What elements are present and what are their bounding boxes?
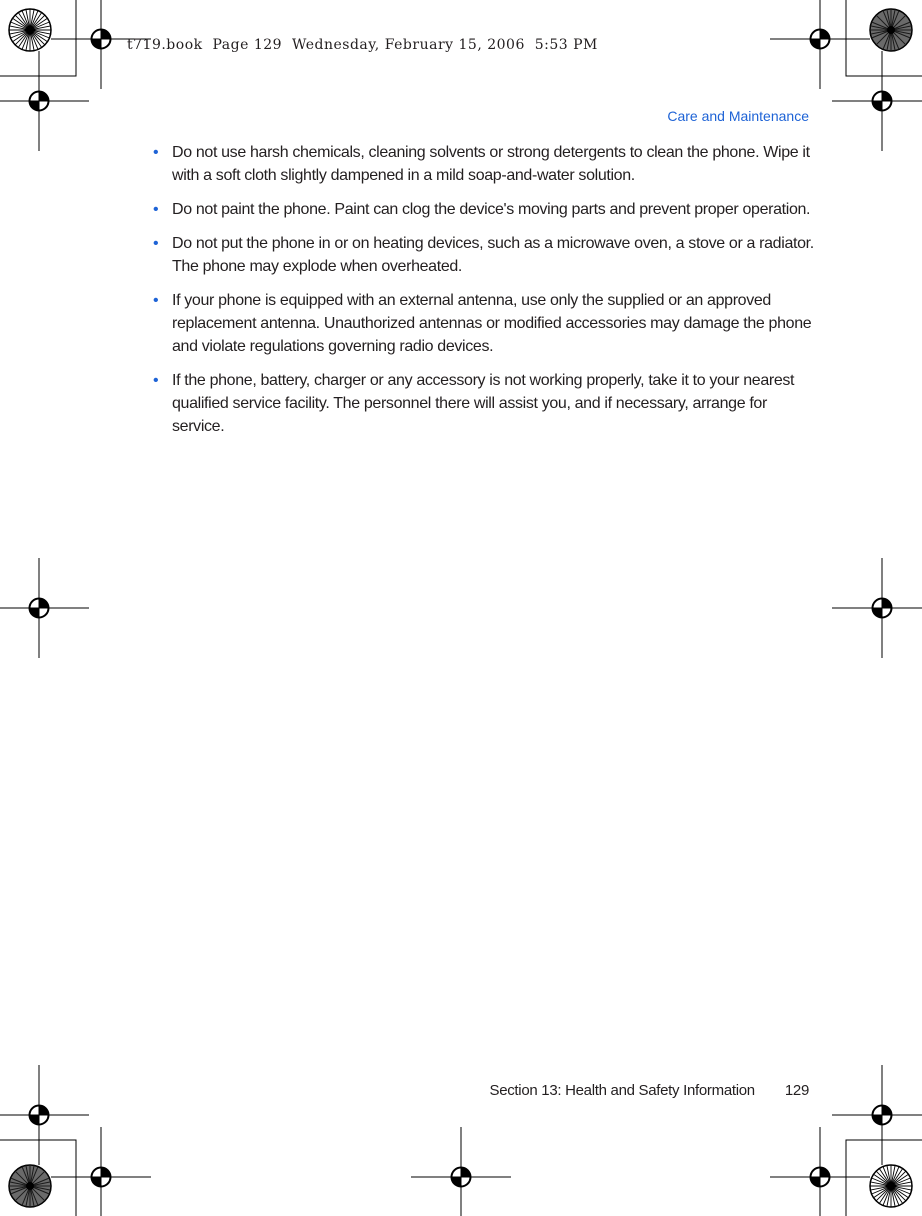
- registration-mark-icon: [0, 558, 89, 658]
- print-slug: t719.book Page 129 Wednesday, February 15, 2006 5:53 PM: [127, 37, 598, 53]
- footer-section-title: Section 13: Health and Safety Information: [489, 1082, 755, 1099]
- running-head: Care and Maintenance: [667, 108, 809, 124]
- bullet-text: If your phone is equipped with an external antenna, use only the supplied or an approved replacement antenna. Unauthorized antennas or modified accessories may damage the phone and violate regulations governing radio devices.: [172, 292, 812, 355]
- registration-mark-icon: [411, 1127, 511, 1216]
- star-target-icon: [9, 1165, 51, 1207]
- page-footer: [489, 1082, 809, 1099]
- bullet-icon: •: [153, 201, 159, 218]
- bullet-text: Do not paint the phone. Paint can clog the device's moving parts and prevent proper operation.: [172, 201, 811, 218]
- list-item: [150, 198, 815, 221]
- list-item: [150, 232, 815, 278]
- bullet-text: Do not use harsh chemicals, cleaning solvents or strong detergents to clean the phone. Wipe it with a soft cloth slightly dampened in a mild soap-and-water solution.: [172, 144, 810, 184]
- registration-mark-icon: [832, 558, 922, 658]
- bullet-text: Do not put the phone in or on heating devices, such as a microwave oven, a stove or a radiator. The phone may explode when overheated.: [172, 235, 814, 275]
- bullet-icon: •: [153, 235, 159, 252]
- page-number: 129: [784, 1082, 809, 1099]
- star-target-icon: [9, 9, 51, 51]
- list-item: [150, 369, 815, 438]
- star-target-icon: [870, 9, 912, 51]
- bullet-text: If the phone, battery, charger or any accessory is not working properly, take it to your nearest qualified service facility. The personnel there will assist you, and if necessary, arrange for service.: [172, 372, 795, 435]
- main-content: [150, 141, 815, 449]
- star-target-icon: [870, 1165, 912, 1207]
- list-item: [150, 141, 815, 187]
- bullet-icon: •: [153, 292, 159, 309]
- bullet-list: [150, 141, 815, 438]
- bullet-icon: •: [153, 372, 159, 389]
- bullet-icon: •: [153, 144, 159, 161]
- list-item: [150, 289, 815, 358]
